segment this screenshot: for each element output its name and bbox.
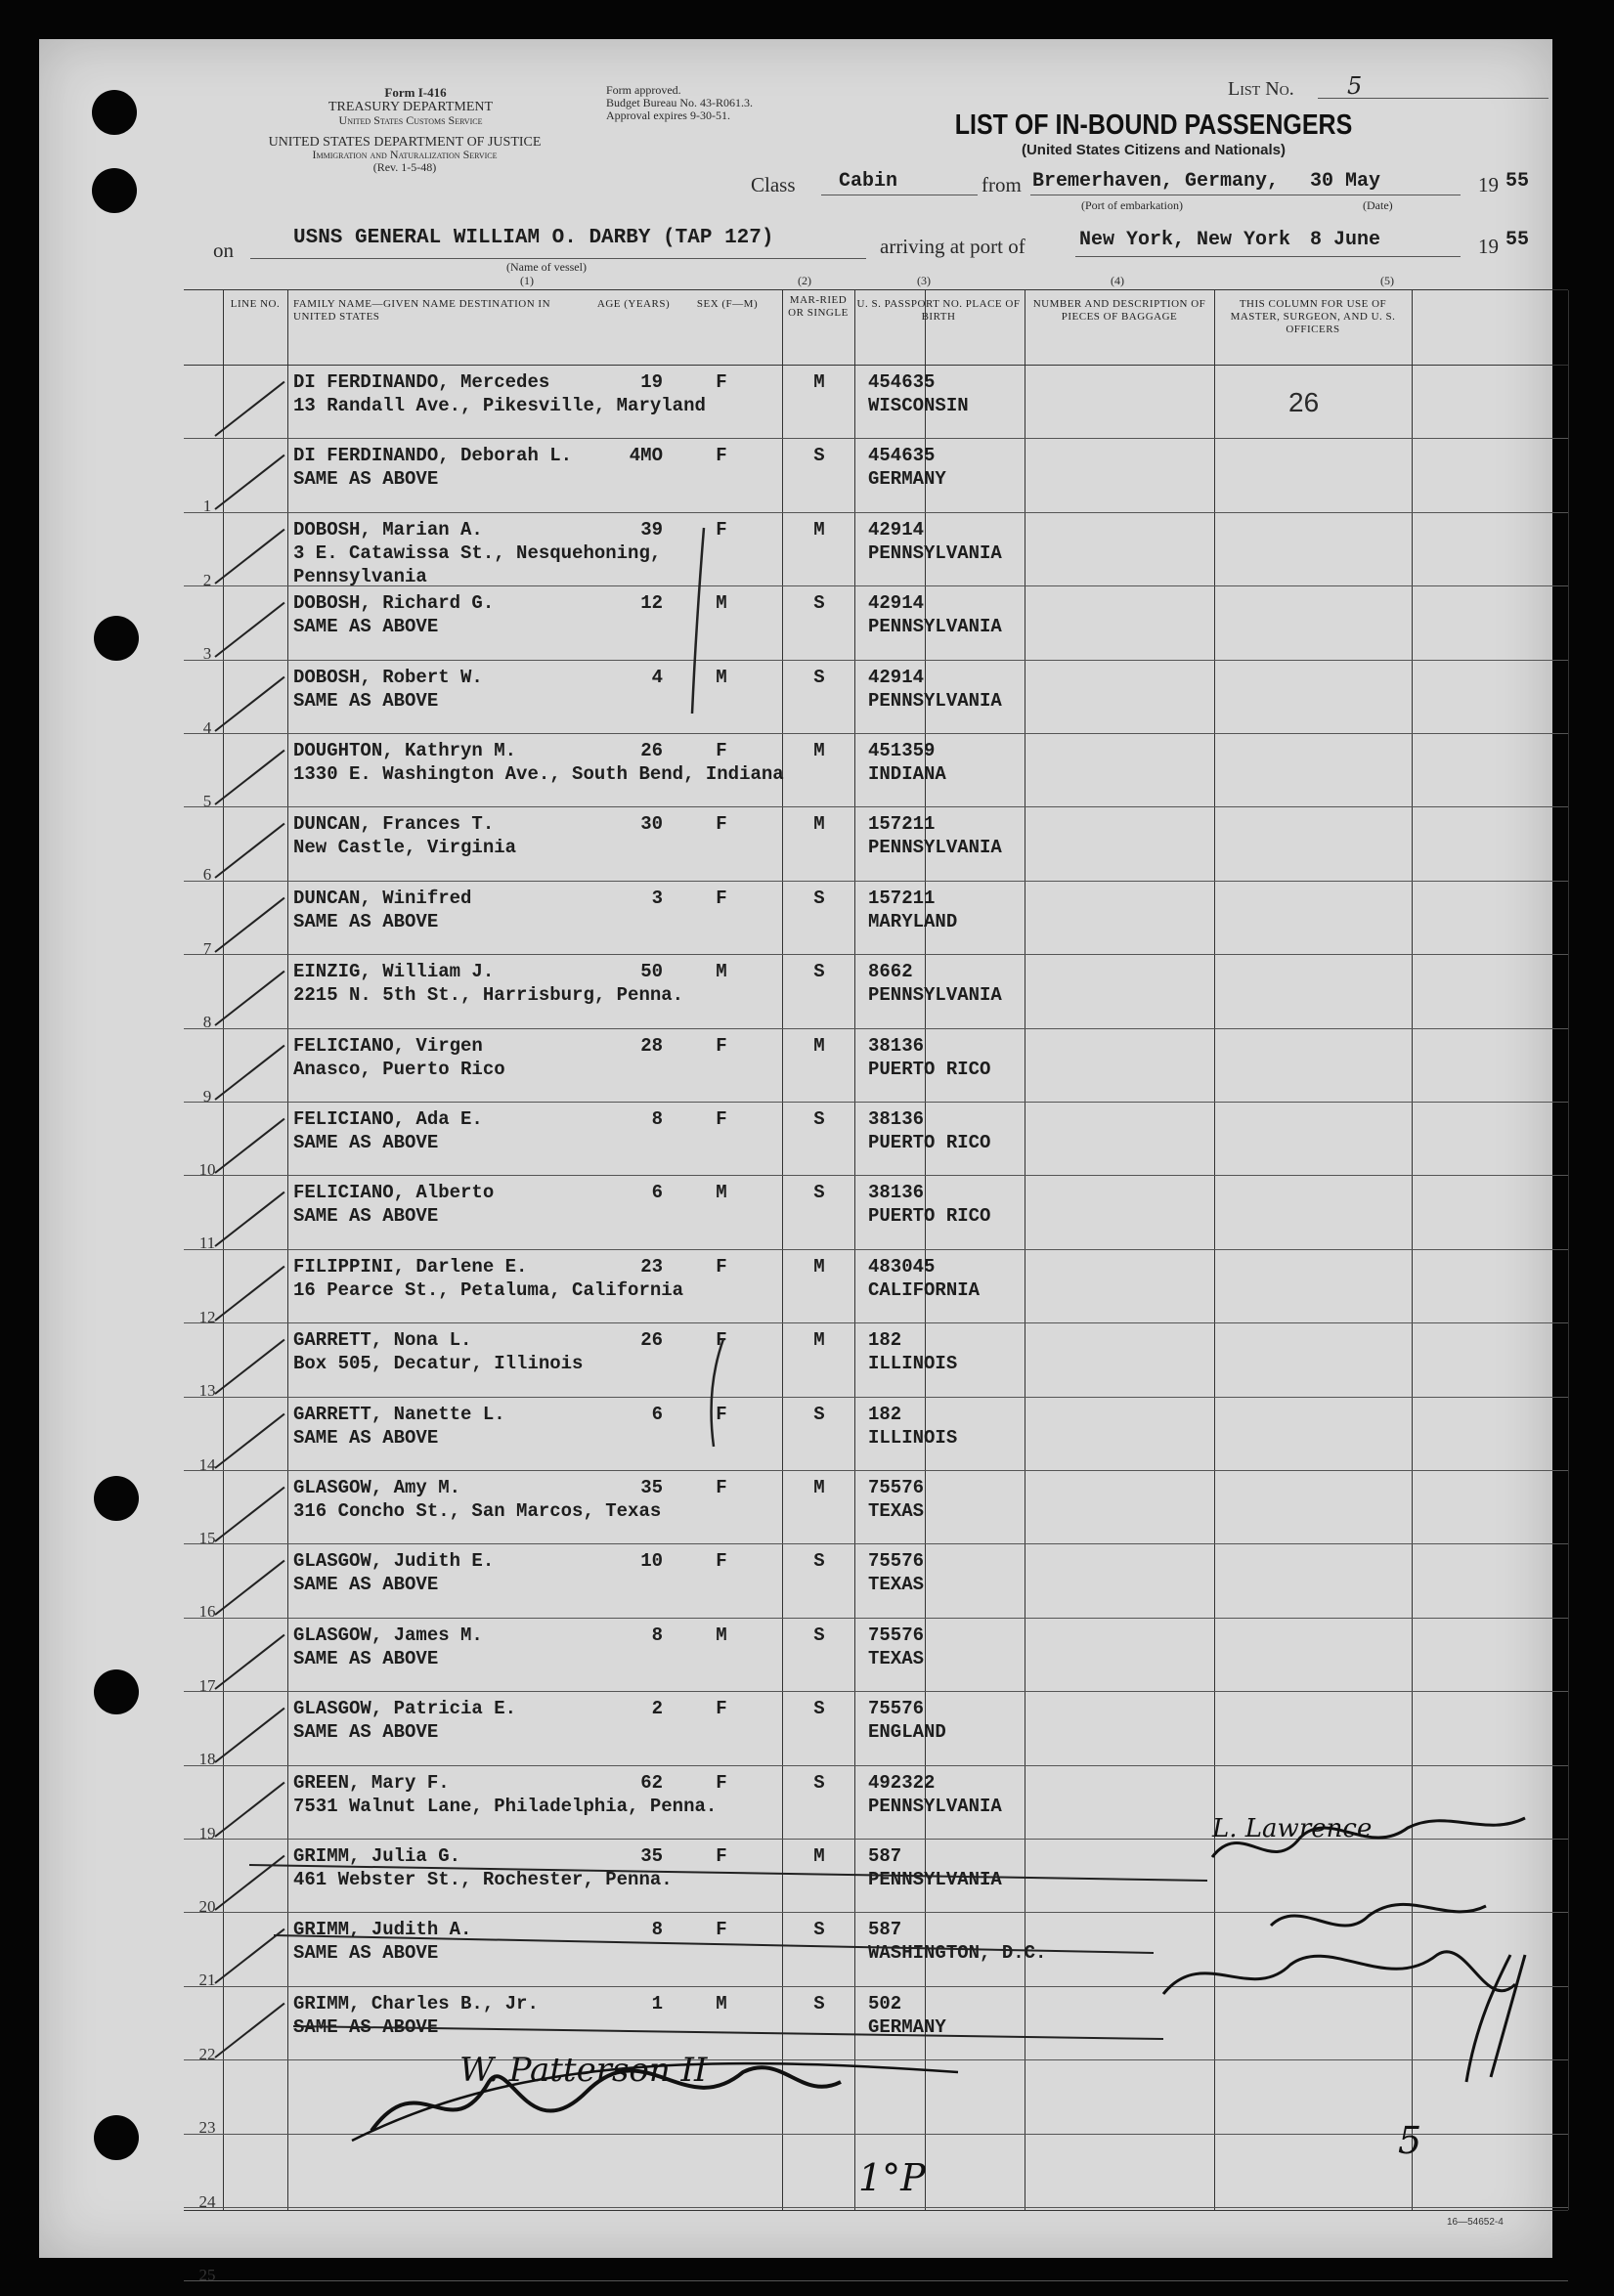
marital-status: M [813, 1034, 825, 1057]
col-num-1: (1) [520, 274, 534, 287]
line-number: 9 [202, 1086, 212, 1105]
passport-number: 157211 [868, 887, 936, 909]
passenger-age: 6 [651, 1182, 663, 1204]
passenger-destination: SAME AS ABOVE [293, 1426, 439, 1449]
bracket-mark [712, 1339, 723, 1447]
marital-status: S [813, 1771, 825, 1794]
list-subtitle: (United States Citizens and Nationals) [1021, 142, 1287, 158]
passenger-sex: M [716, 1992, 727, 2014]
line-number: 19 [198, 1823, 216, 1842]
passport-number: 38136 [868, 1182, 925, 1204]
header-passport: U. S. PASSPORT NO. PLACE OF BIRTH [856, 298, 1021, 323]
passenger-name: GRIMM, Charles B., Jr. [293, 1992, 539, 2014]
passport-number: 42914 [868, 666, 925, 688]
marital-status: M [813, 740, 825, 761]
place-of-birth: INDIANA [868, 763, 946, 785]
marital-status: S [813, 445, 825, 467]
passenger-destination: 7531 Walnut Lane, Philadelphia, Penna. [293, 1795, 718, 1817]
passenger-destination: 13 Randall Ave., Pikesville, Maryland [293, 395, 706, 416]
col-num-5: (5) [1380, 274, 1394, 287]
passenger-age: 6 [651, 1403, 663, 1425]
line-number: 22 [198, 2044, 216, 2063]
marital-status: M [813, 813, 825, 836]
passenger-sex: F [716, 740, 727, 761]
header-sex: SEX (F—M) [696, 298, 759, 310]
marital-status: S [813, 1624, 825, 1646]
passenger-destination: SAME AS ABOVE [293, 2015, 439, 2038]
vessel-caption: (Name of vessel) [506, 260, 587, 274]
header-name: FAMILY NAME—GIVEN NAME DESTINATION IN UNITED STATES [293, 298, 551, 323]
treasury-dept: TREASURY DEPARTMENT [327, 100, 494, 114]
place-of-birth: CALIFORNIA [868, 1278, 981, 1301]
passenger-destination: SAME AS ABOVE [293, 689, 439, 712]
passenger-age: 1 [651, 1992, 663, 2014]
place-of-birth: MARYLAND [868, 910, 958, 932]
passenger-destination: SAME AS ABOVE [293, 468, 439, 491]
passenger-age: 12 [640, 592, 663, 615]
passenger-age: 8 [651, 1624, 663, 1646]
passport-number: 75576 [868, 1698, 925, 1720]
passenger-name: EINZIG, William J. [293, 961, 495, 983]
passenger-sex: F [716, 1477, 727, 1498]
passenger-sex: F [716, 1771, 727, 1794]
arrival-port: New York, New York [1079, 229, 1291, 251]
year-prefix: 19 [1478, 173, 1499, 196]
passenger-name: DOUGHTON, Kathryn M. [293, 740, 517, 761]
passenger-name: FELICIANO, Alberto [293, 1182, 495, 1204]
passenger-age: 39 [640, 518, 663, 541]
place-of-birth: TEXAS [868, 1647, 925, 1669]
passport-number: 492322 [868, 1771, 936, 1794]
place-of-birth: PENNSYLVANIA [868, 1869, 1002, 1890]
line-number: 24 [198, 2191, 216, 2211]
customs-service: United States Customs Service [338, 113, 483, 127]
embark-date: 30 May [1310, 170, 1381, 193]
marital-status: S [813, 1108, 825, 1130]
bracket-mark [692, 528, 704, 714]
header-age: AGE (YEARS) [596, 298, 671, 310]
passport-number: 75576 [868, 1477, 925, 1498]
margin-mark: 5 [1398, 2119, 1422, 2162]
arriving-label: arriving at port of [880, 235, 1025, 258]
passenger-name: GRIMM, Judith A. [293, 1919, 472, 1941]
marital-status: M [813, 1329, 825, 1352]
passenger-age: 8 [651, 1108, 663, 1130]
passenger-name: DI FERDINANDO, Deborah L. [293, 445, 573, 467]
passenger-name: DUNCAN, Winifred [293, 887, 472, 909]
marital-status: M [813, 1477, 825, 1498]
place-of-birth: GERMANY [868, 2015, 946, 2038]
passenger-destination: SAME AS ABOVE [293, 910, 439, 932]
line-number: 21 [198, 1971, 216, 1990]
passenger-sex: F [716, 1919, 727, 1941]
marital-status: S [813, 592, 825, 615]
passenger-age: 8 [651, 1919, 663, 1941]
marital-status: S [813, 666, 825, 688]
marital-status: M [813, 518, 825, 541]
passport-number: 75576 [868, 1550, 925, 1573]
line-number: 15 [198, 1529, 216, 1547]
bottom-signature: W. Patterson II [459, 2051, 708, 2090]
place-of-birth: ILLINOIS [868, 1426, 958, 1449]
strike-line [274, 1935, 1154, 1953]
passenger-sex: F [716, 371, 727, 393]
passenger-name: DOBOSH, Marian A. [293, 518, 483, 541]
passport-number: 75576 [868, 1624, 925, 1646]
line-number: 4 [202, 717, 212, 737]
passenger-sex: F [716, 1845, 727, 1867]
passenger-name: DI FERDINANDO, Mercedes [293, 371, 550, 393]
marital-status: S [813, 1919, 825, 1941]
marital-status: S [813, 1403, 825, 1425]
passenger-name: GARRETT, Nona L. [293, 1329, 472, 1352]
col-num-3: (3) [917, 274, 931, 287]
passenger-destination: 2215 N. 5th St., Harrisburg, Penna. [293, 984, 684, 1007]
passenger-sex: F [716, 1329, 727, 1352]
passenger-destination: SAME AS ABOVE [293, 1574, 439, 1596]
passenger-name: FILIPPINI, Darlene E. [293, 1255, 528, 1278]
header-line-no: LINE NO. [230, 298, 281, 310]
passenger-age: 4 [651, 666, 663, 688]
passport-number: 182 [868, 1329, 902, 1352]
header-baggage: NUMBER AND DESCRIPTION OF PIECES OF BAGGAGE [1032, 298, 1206, 323]
port-embarkation-caption: (Port of embarkation) [1081, 198, 1183, 212]
passport-number: 454635 [868, 371, 936, 393]
passenger-name: DOBOSH, Robert W. [293, 666, 483, 688]
place-of-birth: TEXAS [868, 1574, 925, 1596]
line-number: 17 [198, 1675, 216, 1695]
line-number: 2 [202, 570, 212, 589]
header-officers: THIS COLUMN FOR USE OF MASTER, SURGEON, AND U. S. OFFICERS [1230, 298, 1396, 335]
passport-number: 483045 [868, 1255, 936, 1278]
form-revision: (Rev. 1-5-48) [372, 160, 437, 174]
class-value: Cabin [839, 170, 898, 193]
passenger-age: 4MO [629, 445, 663, 467]
passport-number: 454635 [868, 445, 936, 467]
line-number: 11 [198, 1234, 216, 1253]
passenger-name: GREEN, Mary F. [293, 1771, 450, 1794]
marital-status: S [813, 1698, 825, 1720]
line-number: 23 [198, 2118, 216, 2138]
passenger-age: 35 [640, 1845, 663, 1867]
marital-status: M [813, 1255, 825, 1278]
passenger-name: GRIMM, Julia G. [293, 1845, 461, 1867]
passenger-sex: F [716, 813, 727, 836]
passenger-age: 50 [640, 961, 663, 983]
passenger-sex: F [716, 1403, 727, 1425]
passport-number: 42914 [868, 592, 925, 615]
passenger-sex: F [716, 1034, 727, 1057]
line-number: 25 [198, 2266, 216, 2284]
place-of-birth: PUERTO RICO [868, 1205, 991, 1228]
passport-number: 587 [868, 1919, 902, 1941]
port-embarkation: Bremerhaven, Germany, [1032, 170, 1280, 193]
passenger-sex: M [716, 666, 727, 688]
place-of-birth: GERMANY [868, 468, 946, 491]
passenger-destination: Anasco, Puerto Rico [293, 1058, 505, 1080]
passenger-age: 3 [651, 887, 663, 909]
passenger-sex: F [716, 518, 727, 541]
budget-expiry: Approval expires 9-30-51. [606, 108, 730, 122]
passenger-age: 2 [651, 1698, 663, 1720]
passenger-age: 26 [640, 1329, 663, 1352]
line-number: 18 [198, 1750, 216, 1769]
passenger-age: 26 [640, 740, 663, 761]
page-code: 16—54652-4 [1447, 2217, 1504, 2228]
col-num-4: (4) [1111, 274, 1124, 287]
justice-dept: UNITED STATES DEPARTMENT OF JUSTICE [268, 135, 542, 150]
passport-number: 38136 [868, 1034, 925, 1057]
arrival-date: 8 June [1310, 229, 1381, 251]
place-of-birth: PENNSYLVANIA [868, 689, 1002, 712]
passenger-age: 19 [640, 371, 663, 393]
line-number: 12 [198, 1307, 216, 1326]
passenger-destination: 1330 E. Washington Ave., South Bend, Indiana [293, 763, 784, 785]
passenger-destination: 316 Concho St., San Marcos, Texas [293, 1500, 662, 1522]
line-number: 16 [198, 1602, 216, 1622]
list-no-value: 5 [1347, 72, 1363, 100]
on-label: on [213, 238, 234, 262]
line-number: 1 [202, 497, 212, 516]
passenger-sex: M [716, 961, 727, 983]
embark-year: 55 [1505, 170, 1530, 193]
place-of-birth: PENNSYLVANIA [868, 616, 1002, 638]
strike-line [249, 1865, 1207, 1881]
header-married: MAR-RIED OR SINGLE [788, 294, 849, 319]
place-of-birth: PENNSYLVANIA [868, 984, 1002, 1007]
place-of-birth: PENNSYLVANIA [868, 837, 1002, 859]
passenger-destination: 461 Webster St., Rochester, Penna. [293, 1869, 673, 1890]
passenger-name: GLASGOW, Amy M. [293, 1477, 461, 1498]
place-of-birth: ENGLAND [868, 1721, 946, 1744]
line-number: 3 [202, 644, 212, 664]
signature-stroke [1163, 1952, 1515, 1994]
passenger-destination: SAME AS ABOVE [293, 1132, 439, 1153]
passenger-destination: New Castle, Virginia [293, 837, 517, 859]
vessel-name: USNS GENERAL WILLIAM O. DARBY (TAP 127) [293, 227, 774, 249]
place-of-birth: WASHINGTON, D.C. [868, 1942, 1047, 1965]
col-num-2: (2) [798, 274, 811, 287]
line-number: 6 [202, 865, 212, 885]
budget-approved: Form approved. [606, 83, 681, 97]
officer-count: 26 [1288, 387, 1320, 417]
passenger-sex: M [716, 1182, 727, 1204]
passenger-name: DUNCAN, Frances T. [293, 813, 495, 836]
line-number: 20 [198, 1897, 216, 1916]
passenger-sex: F [716, 445, 727, 467]
passenger-name: GLASGOW, Patricia E. [293, 1698, 517, 1720]
passenger-name: FELICIANO, Ada E. [293, 1108, 483, 1130]
place-of-birth: PENNSYLVANIA [868, 542, 1002, 564]
line-number: 8 [202, 1013, 212, 1032]
arrival-year: 55 [1505, 229, 1530, 251]
passport-number: 42914 [868, 518, 925, 541]
arrival-year-prefix: 19 [1478, 235, 1499, 258]
passenger-sex: F [716, 1550, 727, 1573]
form-number: Form I-416 [384, 85, 447, 100]
line-number: 7 [202, 938, 212, 958]
place-of-birth: PENNSYLVANIA [868, 1795, 1002, 1817]
place-of-birth: PUERTO RICO [868, 1132, 991, 1153]
passenger-name: GLASGOW, Judith E. [293, 1550, 495, 1573]
passenger-destination: SAME AS ABOVE [293, 1647, 439, 1669]
place-of-birth: PUERTO RICO [868, 1058, 991, 1080]
passenger-sex: F [716, 1698, 727, 1720]
passport-number: 182 [868, 1403, 902, 1425]
from-label: from [981, 173, 1022, 196]
passenger-destination: 3 E. Catawissa St., Nesquehoning, Pennsylvania [293, 542, 662, 587]
place-of-birth: WISCONSIN [868, 395, 969, 416]
passport-number: 502 [868, 1992, 902, 2014]
marital-status: S [813, 1992, 825, 2014]
passport-number: 38136 [868, 1108, 925, 1130]
passport-number: 8662 [868, 961, 913, 983]
passport-number: 587 [868, 1845, 902, 1867]
passenger-age: 62 [640, 1771, 663, 1794]
passenger-age: 35 [640, 1477, 663, 1498]
passenger-destination: SAME AS ABOVE [293, 616, 439, 638]
class-label: Class [751, 173, 796, 196]
marital-status: S [813, 887, 825, 909]
signature-stroke [1271, 1904, 1486, 1926]
line-number: 13 [198, 1381, 216, 1401]
line-number: 10 [198, 1160, 216, 1179]
marital-status: S [813, 1182, 825, 1204]
passenger-age: 23 [640, 1255, 663, 1278]
marital-status: S [813, 1550, 825, 1573]
strike-line [293, 2026, 1163, 2039]
passenger-destination: SAME AS ABOVE [293, 1721, 439, 1744]
passenger-destination: Box 505, Decatur, Illinois [293, 1353, 584, 1375]
date-caption: (Date) [1363, 198, 1393, 212]
marital-status: S [813, 961, 825, 983]
handwritten-note: 1°P [858, 2156, 926, 2199]
place-of-birth: ILLINOIS [868, 1353, 958, 1375]
passenger-sex: F [716, 1108, 727, 1130]
right-signature: L. Lawrence [1212, 1814, 1373, 1843]
passenger-name: FELICIANO, Virgen [293, 1034, 483, 1057]
passenger-age: 30 [640, 813, 663, 836]
marital-status: M [813, 1845, 825, 1867]
passenger-destination: SAME AS ABOVE [293, 1942, 439, 1965]
passenger-destination: SAME AS ABOVE [293, 1205, 439, 1228]
passport-number: 451359 [868, 740, 936, 761]
passenger-name: GARRETT, Nanette L. [293, 1403, 505, 1425]
line-number: 5 [202, 792, 212, 810]
budget-bureau: Budget Bureau No. 43-R061.3. [606, 96, 753, 109]
passenger-name: GLASGOW, James M. [293, 1624, 483, 1646]
passenger-name: DOBOSH, Richard G. [293, 592, 495, 615]
passenger-destination: 16 Pearce St., Petaluma, California [293, 1278, 684, 1301]
passenger-age: 28 [640, 1034, 663, 1057]
place-of-birth: TEXAS [868, 1500, 925, 1522]
list-title: LIST OF IN-BOUND PASSENGERS [954, 108, 1353, 142]
passenger-sex: M [716, 592, 727, 615]
list-no-label: List No. [1228, 78, 1294, 100]
passenger-sex: M [716, 1624, 727, 1646]
passenger-sex: F [716, 887, 727, 909]
ins-service: Immigration and Naturalization Service [312, 148, 498, 161]
passport-number: 157211 [868, 813, 936, 836]
passenger-sex: F [716, 1255, 727, 1278]
passenger-age: 10 [640, 1550, 663, 1573]
line-number: 14 [198, 1454, 216, 1474]
marital-status: M [813, 371, 825, 393]
